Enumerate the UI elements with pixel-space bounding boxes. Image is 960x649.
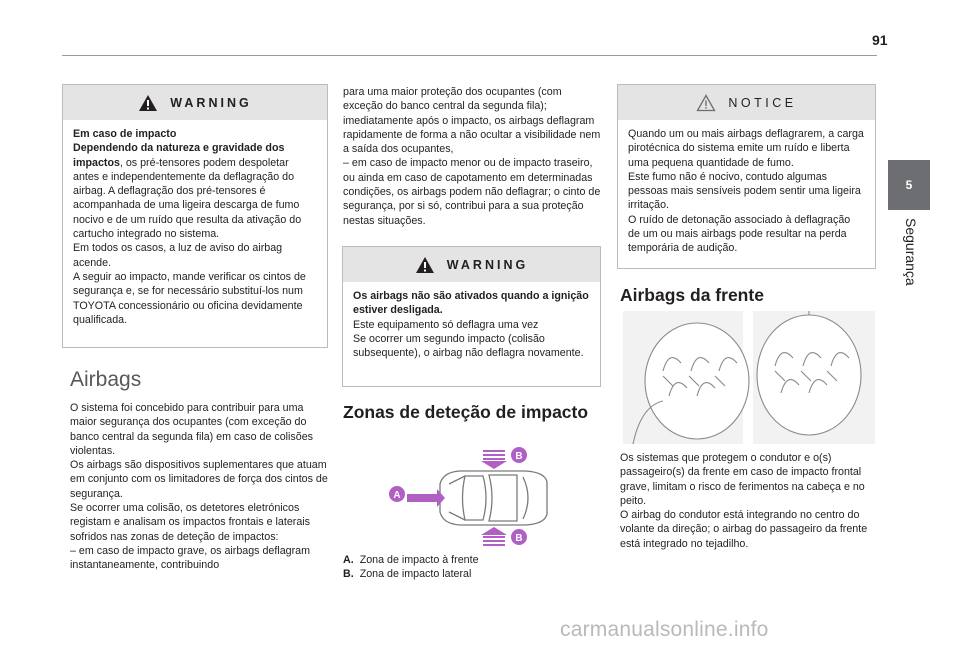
warning-triangle-icon [138, 94, 158, 112]
car-top-view [440, 471, 547, 525]
warning-bold-text: Os airbags não são ativados quando a ignição estiver desligada. [353, 290, 589, 317]
notice-box [617, 84, 876, 269]
side-impact-arrow-top [481, 450, 507, 469]
passenger-airbag [753, 311, 875, 444]
label-b: B [515, 451, 523, 462]
warning-title: WARNING [446, 257, 529, 272]
side-impact-arrow-bottom [481, 527, 507, 546]
label-a-marker [389, 486, 405, 502]
chapter-title: Segurança [903, 218, 919, 286]
chapter-tab[interactable] [888, 160, 930, 210]
notice-text: Quando um ou mais airbags deflagrarem, a carga pirotécnica do sistema emite um ruído e liberta uma pequena quantidade de fumo. Este fumo não é nocivo, contudo algumas pessoas mais sensíveis podem sentir uma ligeira irritação. O ruído de detonação associado à deflagração de um ou mais airbags pode resultar na perda temporária de audição. [628, 128, 864, 255]
car-impact-zones-diagram [385, 444, 560, 548]
warning-box-impact [62, 84, 328, 348]
warning-header [343, 247, 600, 282]
front-airbags-illustration [623, 311, 875, 444]
legend-key: B. [343, 568, 354, 581]
col2-text: para uma maior proteção dos ocupantes (com exceção do banco central da segunda fila); imediatamente após o impacto, os airbags deflagram rapidamente de forma a não ocultar a visibilidade nem a saída dos ocupantes, – em caso de impacto menor ou de impacto traseiro, ou ainda em caso de capotamento em determinadas condições, os airbags podem não deflagrar; o cinto de segurança, por si só, contribui para a sua proteção nestas situações. [343, 86, 601, 227]
warning-body [63, 120, 327, 335]
zones-legend [343, 553, 479, 582]
label-b-marker-top [511, 447, 527, 463]
header-rule [62, 55, 877, 56]
front-airbags-heading: Airbags da frente [620, 285, 764, 305]
warning-bold-text: Em caso de impacto Dependendo da natureza e gravidade dos impactos [73, 128, 285, 169]
airbags-heading: Airbags [70, 368, 142, 391]
warning-text: , os pré-tensores podem despoletar antes e independentemente da deflagração do airbag. A deflagração dos pré-tensores é acompanhada de uma ligeira descarga de fumo nocivo e de um ruído que resulta da ativação do cartucho integrado no sistema. Em todos os casos, a luz de aviso do airbag acende. A seguir ao impacto, mande verificar os cintos de segurança e, se for necessário substituí-los num TOYOTA concessionário ou oficina devidamente qualificada. [73, 156, 306, 326]
warning-title: WARNING [170, 95, 252, 110]
airbags-text: O sistema foi concebido para contribuir para uma maior segurança dos ocupantes (com exceção do banco central da segunda fila) em caso de colisões violentas. Os airbags são dispositivos suplementares que atuam em conjunto com os limitadores de força dos cintos de segurança. Se ocorrer uma colisão, os detetores eletrónicos registam e analisam os impactos frontais e laterais sofridos nas zonas de deteção de impactos: – em caso de impacto grave, os airbags deflagram instantaneamente, contribuindo [70, 402, 328, 572]
front-airbags-text: Os sistemas que protegem o condutor e o(s) passageiro(s) da frente em caso de impacto frontal grave, limitam o risco de ferimentos na cabeça e no peito. O airbag do condutor está integrando no centro do volante da direção; o airbag do passageiro da frente está integrado no tejadilho. [620, 452, 868, 550]
notice-triangle-icon [696, 94, 716, 112]
front-impact-arrow [407, 489, 445, 507]
label-b-marker-bottom [511, 529, 527, 545]
warning-text: Este equipamento só deflagra uma vez Se ocorrer um segundo impacto (colisão subsequente), o airbag não deflagra novamente. [353, 318, 584, 360]
zones-heading: Zonas de deteção de impacto [343, 402, 589, 422]
warning-triangle-icon [415, 256, 435, 274]
notice-title: NOTICE [728, 95, 797, 110]
driver-airbag [623, 311, 749, 444]
notice-header [618, 85, 875, 120]
legend-item [343, 553, 479, 567]
label-b: B [515, 533, 523, 544]
legend-text: Zona de impacto à frente [359, 554, 479, 566]
legend-text: Zona de impacto lateral [359, 568, 472, 581]
legend-key: A. [343, 554, 354, 566]
chapter-number: 5 [905, 178, 913, 192]
watermark: carmanualsonline.info [560, 618, 769, 641]
legend-item [343, 567, 479, 581]
page-number: 91 [872, 32, 888, 48]
warning-box-ignition [342, 246, 601, 387]
warning-header [63, 85, 327, 120]
label-a: A [393, 490, 401, 501]
warning-body [343, 282, 600, 368]
